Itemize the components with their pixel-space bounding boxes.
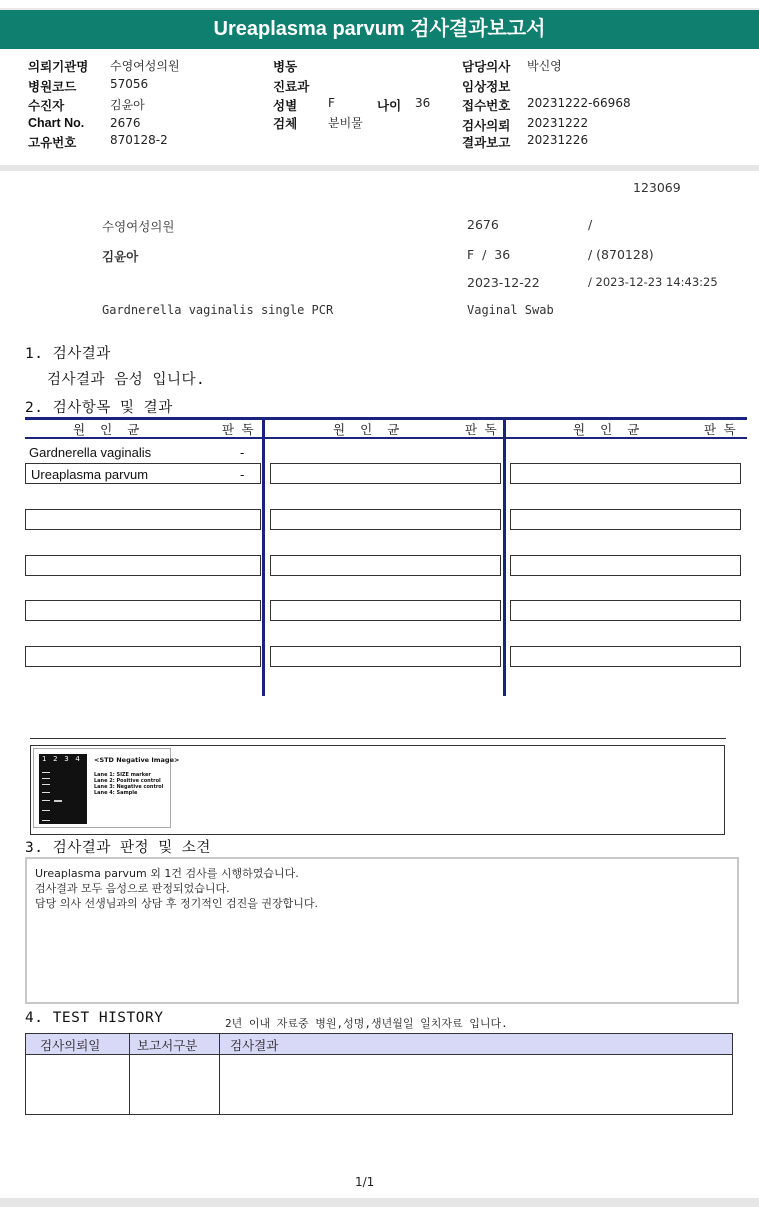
receipt-label: 접수번호 [462,99,511,113]
gel-title: <STD Negative Image> [94,756,180,764]
history-col-date: 검사의뢰일 [40,1038,101,1053]
gel-band [54,800,62,802]
body-chart: 2676 [467,217,499,232]
opinion-text [35,866,318,911]
opinion-line: 검사결과 모두 음성으로 판정되었습니다. [35,882,230,895]
body-test-name: Gardnerella vaginalis single PCR [102,303,334,317]
gel-band [42,792,50,793]
gel-lane-numbers: 1 2 3 4 [42,755,80,763]
sex-value: F [328,96,335,110]
body-clinic: 수영여성의원 [102,219,175,234]
body-patient: 김윤아 [102,249,139,264]
gel-band [42,784,50,785]
unique-label: 고유번호 [28,136,77,150]
body-date-received: / 2023-12-23 14:43:25 [588,275,718,289]
body-sex-age: F / 36 [467,247,511,262]
doctor-label: 담당의사 [462,60,511,74]
opinion-line: Ureaplasma parvum 외 1건 검사를 시행하였습니다. [35,867,299,880]
gel-image [33,748,180,828]
organism-name: Gardnerella vaginalis [29,445,152,460]
result-report-value: 20231226 [527,133,589,147]
organism-result: - [240,467,245,482]
id-number: 123069 [633,180,681,195]
empty-cell [270,646,501,667]
empty-cell [510,555,741,576]
section-3-title: 3. 검사결과 판정 및 소견 [25,840,211,856]
empty-cell [270,555,501,576]
history-col-divider [219,1033,220,1115]
chart-label: Chart No. [28,116,85,130]
specimen-value: 분비물 [328,116,363,130]
age-label: 나이 [377,99,402,113]
body-date-request: 2023-12-22 [467,275,540,290]
unique-value: 870128-2 [110,133,168,147]
empty-cell [270,600,501,621]
section-2-title: 2. 검사항목 및 결과 [25,400,173,416]
empty-cell [510,509,741,530]
empty-cell [270,463,501,484]
gel-band [42,810,50,811]
footer-bar [0,1198,759,1207]
header-organism: 원 인 균 [73,422,140,437]
request-value: 20231222 [527,116,589,130]
empty-cell [25,646,261,667]
request-label: 검사의뢰 [462,119,511,133]
section-1-title: 1. 검사결과 [25,346,111,362]
clinical-info-label: 임상정보 [462,80,511,94]
body-sample: Vaginal Swab [467,303,554,317]
gel-band [42,778,50,779]
header-divider [0,165,759,171]
sex-label: 성별 [273,99,298,113]
header-result: 판 독 [465,422,497,437]
history-note: 2년 이내 자료중 병원,성명,생년월일 일치자료 입니다. [225,1017,508,1030]
history-header-row [25,1033,733,1055]
history-col-type: 보고서구분 [137,1038,198,1053]
organism-name: Ureaplasma parvum [31,467,149,482]
gel-band [42,800,50,801]
history-col-divider [129,1033,130,1115]
patient-label: 수진자 [28,99,65,113]
column-divider [262,417,265,696]
opinion-line: 담당 의사 선생님과의 상담 후 정기적인 검진을 권장합니다. [35,897,318,910]
empty-cell [510,600,741,621]
organism-result: - [240,445,245,460]
header-organism: 원 인 균 [573,422,640,437]
header-organism: 원 인 균 [333,422,400,437]
chart-value: 2676 [110,116,141,130]
gel-lane-1: Lane 1: SIZE marker [94,772,151,778]
gel-lane-2: Lane 2: Positive control [94,778,161,784]
body-slash: / [588,217,593,232]
receipt-value: 20231222-66968 [527,96,631,110]
body-birth: / (870128) [588,247,654,262]
section-4-title: 4. TEST HISTORY [25,1010,164,1026]
clinic-label: 의뢰기관명 [28,60,89,74]
page-number: 1/1 [355,1175,375,1189]
age-value: 36 [415,96,431,110]
gel-lane-3: Lane 3: Negative control [94,784,164,790]
result-report-label: 결과보고 [462,136,511,150]
empty-cell [25,509,261,530]
gel-top-rule [30,738,726,739]
report-title: Ureaplasma parvum 검사결과보고서 [0,8,759,49]
gel-band [42,772,50,773]
empty-cell [25,555,261,576]
ward-label: 병동 [273,60,298,74]
patient-value: 김윤아 [110,98,145,112]
history-body [25,1054,733,1115]
clinic-value: 수영여성의원 [110,59,180,73]
empty-cell [270,509,501,530]
header-result: 판 독 [704,422,736,437]
specimen-label: 검체 [273,117,298,131]
gel-photo [39,754,87,824]
header-result: 판 독 [222,422,254,437]
hospital-code-value: 57056 [110,77,149,91]
doctor-value: 박신영 [527,59,562,73]
gel-band [42,820,50,821]
dept-label: 진료과 [273,80,310,94]
section-1-text: 검사결과 음성 입니다. [47,372,206,388]
gel-lane-4: Lane 4: Sample [94,790,138,796]
history-col-result: 검사결과 [230,1038,279,1053]
empty-cell [510,463,741,484]
column-divider [503,417,506,696]
empty-cell [510,646,741,667]
empty-cell [25,600,261,621]
hospital-code-label: 병원코드 [28,80,77,94]
